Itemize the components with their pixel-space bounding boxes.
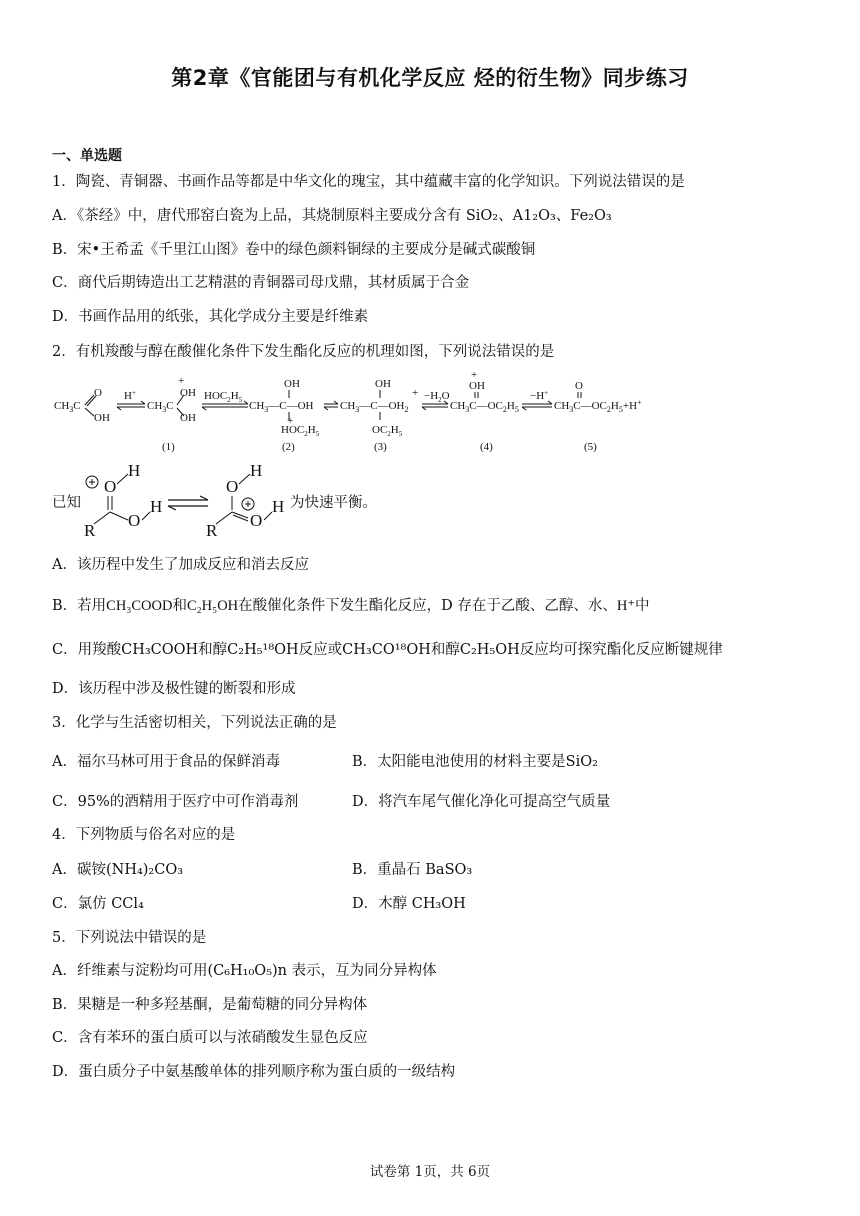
q2-option-a: A．该历程中发生了加成反应和消去反应: [52, 557, 309, 573]
q3-option-d: D．将汽车尾气催化净化可提高空气质量: [352, 794, 611, 810]
mechanism-label-1: (1): [162, 441, 175, 453]
svg-text:+: +: [412, 387, 419, 399]
q2-b-pre: B．若用: [52, 598, 107, 614]
q2-stem: 2．有机羧酸与醇在酸催化条件下发生酯化反应的机理如图，下列说法错误的是: [52, 344, 555, 360]
q1-option-b: B．宋•王希孟《千里江山图》卷中的绿色颜料铜绿的主要成分是碱式碳酸铜: [52, 242, 536, 258]
svg-text:R: R: [84, 521, 96, 540]
svg-text:CH3—C—OH: $CH_3—C—OH$: [249, 400, 314, 414]
q1-option-c: C．商代后期铸造出工艺精湛的青铜器司母戊鼎，其材质属于合金: [52, 275, 470, 291]
page-footer: 试卷第 1页，共 6页: [369, 1164, 491, 1180]
svg-text:+: +: [471, 372, 478, 381]
q2-b-reagent-1: CH₃COOD: [106, 598, 173, 614]
q2-known-suffix: 为快速平衡。: [290, 495, 377, 511]
svg-text:H: H: [128, 462, 141, 480]
q2-option-d: D．该历程中涉及极性键的断裂和形成: [52, 681, 296, 697]
svg-text:+: +: [178, 375, 185, 387]
q4-option-a: A．碳铵(NH₄)₂CO₃: [52, 862, 184, 878]
q2-b-end: 中: [635, 598, 650, 614]
q2-known-prefix: 已知: [52, 495, 81, 511]
svg-text:OC2H5: $OC_2H_5$: [372, 424, 403, 438]
svg-text:CH3C: $CH_3C$: [54, 400, 81, 414]
svg-text:CH3C—OC2H5: $CH_3C—OC_2H_5$: [450, 400, 519, 414]
svg-text:OH: OH: [284, 378, 300, 390]
svg-text:+: +: [287, 415, 294, 427]
svg-text:OH: OH: [94, 412, 110, 424]
svg-text:H: H: [250, 462, 263, 480]
q1-option-d: D．书画作品用的纸张，其化学成分主要是纤维素: [52, 309, 369, 325]
svg-text:O: O: [128, 511, 141, 530]
q1-option-a: A．《茶经》中，唐代邢窑白瓷为上品，其烧制原料主要成分含有 SiO₂、A1₂O₃、Fe₂O₃: [52, 208, 612, 224]
q4-option-d: D．木醇 CH₃OH: [352, 896, 466, 912]
svg-text:OH: OH: [375, 378, 391, 390]
svg-text:HOC2H5: $HOC_2H_5$: [281, 424, 320, 438]
q2-b-mid: 和: [172, 598, 187, 614]
svg-text:R: R: [206, 521, 218, 540]
svg-text:CH3—C—OH2: $CH_3—C—OH_2$: [340, 400, 409, 414]
svg-text:−H+: −H+: [530, 389, 549, 402]
svg-text:OH: OH: [180, 412, 196, 424]
svg-text:O: O: [104, 477, 117, 496]
q2-option-b: [52, 596, 650, 616]
q2-b-post: 在酸催化条件下发生酯化反应，D 存在于乙酸、乙醇、水、: [238, 598, 617, 614]
svg-text:CH3C—OC2H5+H+: $CH_3C—OC_2H_5+H^+$: [554, 398, 642, 414]
svg-text:OH: OH: [180, 387, 196, 399]
section-heading: 一、单选题: [52, 148, 122, 164]
q2-b-reagent-2: C₂H₅OH: [186, 598, 239, 614]
q5-stem: 5．下列说法中错误的是: [52, 930, 207, 946]
svg-text:O: O: [226, 477, 239, 496]
q3-option-a: A．福尔马林可用于食品的保鲜消毒: [52, 754, 280, 770]
page-title: 第2章《官能团与有机化学反应 烃的衍生物》同步练习: [171, 66, 689, 90]
resonance-equilibrium-diagram: [80, 462, 300, 540]
mechanism-label-5: (5): [584, 441, 597, 453]
svg-text:O: O: [250, 511, 263, 530]
q3-stem: 3．化学与生活密切相关，下列说法正确的是: [52, 715, 337, 731]
svg-text:CH3C: $CH_3C$: [147, 400, 174, 414]
mechanism-label-2: (2): [282, 441, 295, 453]
svg-text:H: H: [272, 497, 285, 516]
svg-text:−H2O: $-H_2O$: [424, 390, 450, 404]
mechanism-label-4: (4): [480, 441, 493, 453]
q4-stem: 4．下列物质与俗名对应的是: [52, 827, 236, 843]
q4-option-b: B．重晶石 BaSO₃: [352, 862, 473, 878]
q5-option-d: D．蛋白质分子中氨基酸单体的排列顺序称为蛋白质的一级结构: [52, 1064, 456, 1080]
mechanism-label-3: (3): [374, 441, 387, 453]
esterification-mechanism-diagram: [52, 372, 672, 460]
q5-option-a: A．纤维素与淀粉均可用(C₆H₁₀O₅)n 表示，互为同分异构体: [52, 963, 437, 979]
q3-option-c: C．95%的酒精用于医疗中可作消毒剂: [52, 794, 299, 810]
q5-option-b: B．果糖是一种多羟基酮，是葡萄糖的同分异构体: [52, 997, 368, 1013]
q4-option-c: C．氯仿 CCl₄: [52, 896, 144, 912]
svg-text:HOC2H5: $HOC_2H_5$: [204, 390, 243, 404]
svg-text:H+: H+: [124, 389, 136, 402]
q3-option-b: B．太阳能电池使用的材料主要是SiO₂: [352, 754, 598, 770]
q5-option-c: C．含有苯环的蛋白质可以与浓硝酸发生显色反应: [52, 1030, 368, 1046]
svg-text:OH: OH: [469, 380, 485, 392]
q2-b-ion: H⁺: [616, 598, 636, 614]
svg-text:O: O: [94, 387, 102, 399]
q2-option-c: C．用羧酸CH₃COOH和醇C₂H₅¹⁸OH反应或CH₃CO¹⁸OH和醇C₂H₅OH反应均可探究酯化反应断键规律: [52, 642, 723, 658]
q1-stem: 1．陶瓷、青铜器、书画作品等都是中华文化的瑰宝，其中蕴藏丰富的化学知识。下列说法错误的是: [52, 174, 685, 190]
svg-text:H: H: [150, 497, 163, 516]
svg-text:O: O: [575, 380, 583, 392]
